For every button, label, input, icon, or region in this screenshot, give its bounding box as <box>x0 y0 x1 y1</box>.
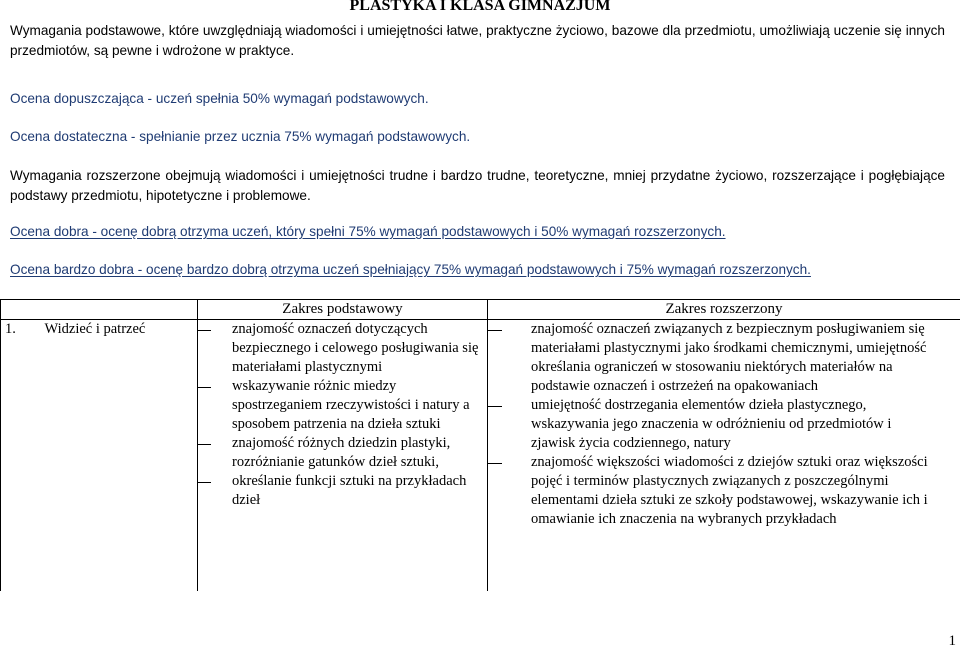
grade-very-good-paragraph: Ocena bardzo dobra - ocenę bardzo dobrą otrzyma uczeń spełniający 75% wymagań podstawowych i 75% wymagań rozszerzonych. <box>10 262 811 277</box>
list-item: znajomość większości wiadomości z dziejów sztuki oraz większości pojęć i terminów plastycznych związanych z poszczególnymi elementami dzieła sztuki ze szkoły podstawowej, wskazywanie ich i omawianie ich znaczenia na wybranych przykładach <box>503 453 932 529</box>
list-item: wskazywanie różnic miedzy spostrzeganiem rzeczywistości i natury a sposobem patrzenia na dzieła sztuki <box>205 377 487 434</box>
header-basic: Zakres podstawowy <box>198 300 488 320</box>
row-number: 1. <box>1 320 43 530</box>
basic-scope-list <box>205 320 487 510</box>
basic-requirements-paragraph: Wymagania podstawowe, które uwzględniają wiadomości i umiejętności łatwe, praktyczne życiowo, bazowe dla przedmiotu, umożliwiają uczenie się innych przedmiotów, są pewne i wdrożone w praktyce. <box>10 23 945 58</box>
table-row <box>1 320 960 530</box>
extended-scope-list <box>503 320 932 529</box>
grade-good-paragraph: Ocena dobra - ocenę dobrą otrzyma uczeń, który spełni 75% wymagań podstawowych i 50% wymagań rozszerzonych. <box>10 224 726 239</box>
basic-scope-cell <box>198 320 488 530</box>
list-item: znajomość oznaczeń związanych z bezpiecznym posługiwaniem się materiałami plastycznymi jako środkami chemicznymi, umiejętność określania ograniczeń w stosowaniu niektórych materiałów na podstawie oznaczeń i ostrzeżeń na opakowaniach <box>503 320 932 396</box>
table-header-row <box>1 300 960 320</box>
page-number: 1 <box>948 633 956 649</box>
grade-satisfactory-paragraph: Ocena dostateczna - spełnianie przez ucznia 75% wymagań podstawowych. <box>10 129 471 144</box>
list-item: umiejętność dostrzegania elementów dzieła plastycznego, wskazywania jego znaczenia w odróżnieniu od przedmiotów i zjawisk życia codziennego, natury <box>503 396 932 453</box>
grade-sufficient-paragraph: Ocena dopuszczająca - uczeń spełnia 50% wymagań podstawowych. <box>10 91 429 106</box>
header-extended: Zakres rozszerzony <box>488 300 960 320</box>
requirements-table <box>0 299 960 591</box>
row-topic: Widzieć i patrzeć <box>43 320 198 530</box>
extended-scope-cell <box>488 320 960 530</box>
extended-requirements-paragraph: Wymagania rozszerzone obejmują wiadomości i umiejętności trudne i bardzo trudne, teoretyczne, mniej przydatne życiowo, rozszerzające i pogłębiające podstawy przedmiotu, hipotetyczne i problemowe. <box>10 168 945 203</box>
list-item: określanie funkcji sztuki na przykładach dzieł <box>205 472 487 510</box>
list-item: znajomość różnych dziedzin plastyki, rozróżnianie gatunków dzieł sztuki, <box>205 434 487 472</box>
list-item: znajomość oznaczeń dotyczących bezpiecznego i celowego posługiwania się materiałami plastycznymi <box>205 320 487 377</box>
page-title: PLASTYKA I KLASA GIMNAZJUM <box>349 0 611 14</box>
